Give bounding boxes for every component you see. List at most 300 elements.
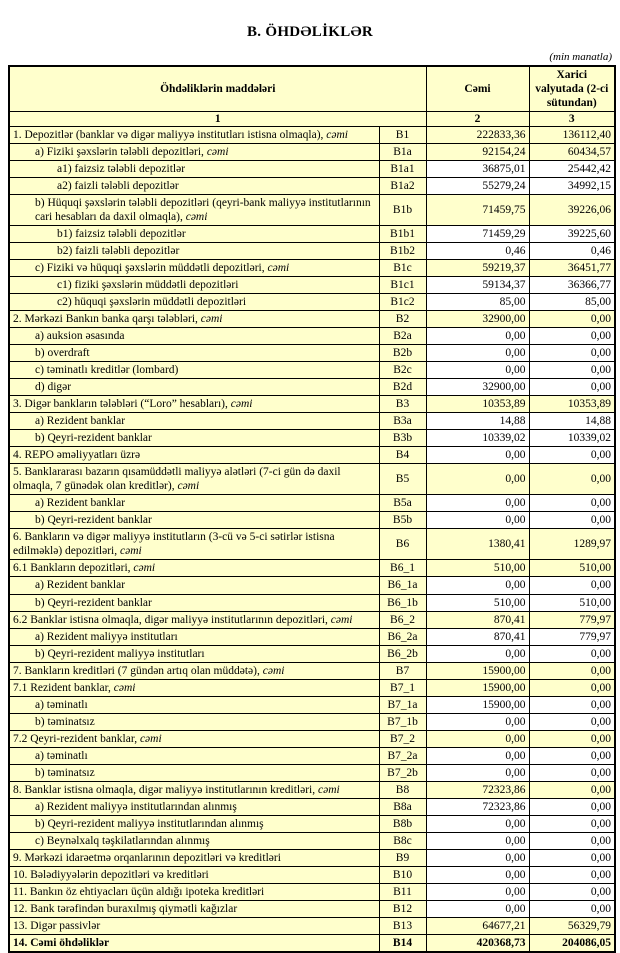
row-foreign-value-cell: 0,00 <box>529 798 615 815</box>
row-total-value-cell: 0,00 <box>426 832 529 849</box>
row-total-value-cell: 510,00 <box>426 560 529 577</box>
row-code-cell: B7_2a <box>379 747 426 764</box>
row-label-italic-suffix: cəmi <box>227 398 253 411</box>
row-foreign-value-cell: 0,00 <box>529 781 615 798</box>
page-title: B. ÖHDƏLİKLƏR <box>246 24 374 40</box>
table-row <box>9 529 615 560</box>
table-row <box>9 144 615 161</box>
row-code-cell: B1c1 <box>379 277 426 294</box>
table-row <box>9 328 615 345</box>
row-label-cell <box>9 713 379 730</box>
row-total-value-cell: 0,00 <box>426 577 529 594</box>
table-row <box>9 430 615 447</box>
row-label-italic-suffix: cəmi <box>182 211 208 224</box>
row-label-cell <box>9 917 379 934</box>
row-label: 10. Bələdiyyələrin depozitləri və kreditləri <box>13 868 209 881</box>
table-row <box>9 577 615 594</box>
row-label-cell <box>9 866 379 883</box>
row-total-value-cell: 0,00 <box>426 512 529 529</box>
row-label-cell <box>9 934 379 952</box>
row-foreign-value-cell: 0,00 <box>529 512 615 529</box>
row-total-value-cell: 15900,00 <box>426 662 529 679</box>
row-foreign-value-cell: 0,00 <box>529 900 615 917</box>
table-row <box>9 883 615 900</box>
row-label-cell <box>9 628 379 645</box>
row-foreign-value-cell: 0,00 <box>529 464 615 495</box>
row-code-cell: B6_2b <box>379 645 426 662</box>
row-label: b) Qeyri-rezident banklar <box>35 514 152 527</box>
table-row <box>9 127 615 144</box>
row-total-value-cell: 0,00 <box>426 866 529 883</box>
row-label: 5. Banklararası bazarın qısamüddətli maliyyə alətləri (7-ci gün də daxil olmaqla, 7 günədək olan kreditlər), <box>13 466 341 493</box>
row-label-cell <box>9 832 379 849</box>
row-code-cell: B4 <box>379 447 426 464</box>
column-number-1: 1 <box>9 112 426 127</box>
row-total-value-cell: 0,00 <box>426 900 529 917</box>
row-total-value-cell: 10339,02 <box>426 430 529 447</box>
table-header <box>9 66 615 127</box>
row-code-cell: B1a <box>379 144 426 161</box>
table-row <box>9 747 615 764</box>
row-total-value-cell: 0,00 <box>426 730 529 747</box>
table-row <box>9 611 615 628</box>
table-body <box>9 127 615 952</box>
table-row <box>9 662 615 679</box>
row-code-cell: B8 <box>379 781 426 798</box>
row-foreign-value-cell: 0,00 <box>529 577 615 594</box>
row-label: 6.2 Banklar istisna olmaqla, digər maliyyə institutlarının depozitləri, <box>13 613 328 626</box>
row-code-cell: B8c <box>379 832 426 849</box>
row-code-cell: B2b <box>379 345 426 362</box>
row-total-value-cell: 71459,75 <box>426 195 529 226</box>
row-label-cell <box>9 430 379 447</box>
row-foreign-value-cell: 0,00 <box>529 362 615 379</box>
row-code-cell: B1 <box>379 127 426 144</box>
row-total-value-cell: 420368,73 <box>426 934 529 952</box>
row-code-cell: B7_1 <box>379 679 426 696</box>
liabilities-table <box>8 65 616 953</box>
row-label-italic-suffix: cəmi <box>197 313 223 326</box>
row-foreign-value-cell: 60434,57 <box>529 144 615 161</box>
row-foreign-value-cell: 0,46 <box>529 243 615 260</box>
row-foreign-value-cell: 34992,15 <box>529 178 615 195</box>
row-total-value-cell: 0,00 <box>426 815 529 832</box>
row-foreign-value-cell: 0,00 <box>529 849 615 866</box>
row-total-value-cell: 10353,89 <box>426 396 529 413</box>
row-foreign-value-cell: 0,00 <box>529 764 615 781</box>
row-label: b) Qeyri-rezident banklar <box>35 432 152 445</box>
row-code-cell: B7_2b <box>379 764 426 781</box>
row-total-value-cell: 0,00 <box>426 328 529 345</box>
row-label: 12. Bank tərəfindən buraxılmış qiymətli kağızlar <box>13 902 238 915</box>
row-label: a) Rezident banklar <box>35 579 126 592</box>
row-label: b) Qeyri-rezident banklar <box>35 596 152 609</box>
row-label: 6. Bankların və digər maliyyə institutların (3-cü və 5-ci sətirlər istisna edilməklə) depozitləri, <box>13 531 335 558</box>
table-row <box>9 934 615 952</box>
row-label-cell <box>9 577 379 594</box>
row-code-cell: B2a <box>379 328 426 345</box>
row-label-cell <box>9 243 379 260</box>
row-code-cell: B8b <box>379 815 426 832</box>
row-total-value-cell: 222833,36 <box>426 127 529 144</box>
row-code-cell: B1a2 <box>379 178 426 195</box>
row-total-value-cell: 0,00 <box>426 883 529 900</box>
row-code-cell: B7 <box>379 662 426 679</box>
table-row <box>9 178 615 195</box>
row-foreign-value-cell: 136112,40 <box>529 127 615 144</box>
table-row <box>9 866 615 883</box>
table-row <box>9 311 615 328</box>
table-row <box>9 917 615 934</box>
row-label: a) Rezident maliyyə institutlarından alınmış <box>35 800 237 813</box>
row-label: a) Fiziki şəxslərin tələbli depozitləri, <box>35 146 204 159</box>
row-total-value-cell: 15900,00 <box>426 696 529 713</box>
row-foreign-value-cell: 0,00 <box>529 730 615 747</box>
row-foreign-value-cell: 779,97 <box>529 611 615 628</box>
row-foreign-value-cell: 36451,77 <box>529 260 615 277</box>
row-label-cell <box>9 560 379 577</box>
row-label-cell <box>9 277 379 294</box>
row-foreign-value-cell: 39226,06 <box>529 195 615 226</box>
row-foreign-value-cell: 0,00 <box>529 447 615 464</box>
row-code-cell: B3 <box>379 396 426 413</box>
row-total-value-cell: 0,00 <box>426 345 529 362</box>
row-code-cell: B3a <box>379 413 426 430</box>
row-label-cell <box>9 883 379 900</box>
row-foreign-value-cell: 10353,89 <box>529 396 615 413</box>
table-row <box>9 798 615 815</box>
row-code-cell: B2d <box>379 379 426 396</box>
row-total-value-cell: 870,41 <box>426 628 529 645</box>
row-label: a) Rezident banklar <box>35 415 126 428</box>
table-row <box>9 679 615 696</box>
row-code-cell: B5 <box>379 464 426 495</box>
document-page <box>0 24 620 949</box>
row-foreign-value-cell: 0,00 <box>529 662 615 679</box>
table-row <box>9 447 615 464</box>
row-total-value-cell: 870,41 <box>426 611 529 628</box>
row-foreign-value-cell: 0,00 <box>529 883 615 900</box>
row-total-value-cell: 55279,24 <box>426 178 529 195</box>
row-label-cell <box>9 294 379 311</box>
row-total-value-cell: 0,00 <box>426 447 529 464</box>
row-label-cell <box>9 781 379 798</box>
row-label-cell <box>9 396 379 413</box>
row-foreign-value-cell: 1289,97 <box>529 529 615 560</box>
row-foreign-value-cell: 25442,42 <box>529 161 615 178</box>
row-foreign-value-cell: 39225,60 <box>529 226 615 243</box>
row-label-italic-suffix: cəmi <box>203 146 229 159</box>
row-label: 9. Mərkəzi idarəetmə orqanlarının depozitləri və kreditləri <box>13 851 281 864</box>
row-label-italic-suffix: cəmi <box>259 664 285 677</box>
column-header-total: Cəmi <box>426 66 529 112</box>
row-label: 7.2 Qeyri-rezident banklar, <box>13 732 138 745</box>
row-label-cell <box>9 161 379 178</box>
row-label-italic-suffix: cəmi <box>137 732 162 745</box>
table-row <box>9 345 615 362</box>
table-row <box>9 594 615 611</box>
table-row <box>9 260 615 277</box>
row-total-value-cell: 0,00 <box>426 464 529 495</box>
row-label-cell <box>9 594 379 611</box>
row-label-italic-suffix: cəmi <box>117 545 142 558</box>
table-row <box>9 645 615 662</box>
row-total-value-cell: 72323,86 <box>426 781 529 798</box>
table-row <box>9 696 615 713</box>
row-label: a) təminatlı <box>35 698 88 711</box>
table-row <box>9 195 615 226</box>
row-label: 8. Banklar istisna olmaqla, digər maliyyə institutlarının kreditləri, <box>13 783 316 796</box>
row-label-italic-suffix: cəmi <box>323 129 349 142</box>
row-foreign-value-cell: 0,00 <box>529 379 615 396</box>
table-row <box>9 832 615 849</box>
row-code-cell: B2c <box>379 362 426 379</box>
row-label-cell <box>9 900 379 917</box>
row-total-value-cell: 32900,00 <box>426 311 529 328</box>
row-code-cell: B1c <box>379 260 426 277</box>
table-row <box>9 396 615 413</box>
row-foreign-value-cell: 56329,79 <box>529 917 615 934</box>
row-label-cell <box>9 662 379 679</box>
row-label: b) overdraft <box>35 347 90 360</box>
column-number-3: 3 <box>529 112 615 127</box>
row-label: b) təminatsız <box>35 715 95 728</box>
row-foreign-value-cell: 0,00 <box>529 345 615 362</box>
row-label-cell <box>9 362 379 379</box>
row-total-value-cell: 72323,86 <box>426 798 529 815</box>
row-code-cell: B1b <box>379 195 426 226</box>
row-label-cell <box>9 696 379 713</box>
table-row <box>9 764 615 781</box>
row-label: 7. Bankların kreditləri (7 gündən artıq olan müddətə), <box>13 664 260 677</box>
row-label: a) Rezident maliyyə institutları <box>35 630 178 643</box>
row-label-cell <box>9 144 379 161</box>
row-label: 2. Mərkəzi Bankın banka qarşı tələbləri, <box>13 313 198 326</box>
row-foreign-value-cell: 0,00 <box>529 713 615 730</box>
table-row <box>9 815 615 832</box>
row-label-cell <box>9 178 379 195</box>
row-foreign-value-cell: 0,00 <box>529 696 615 713</box>
table-row <box>9 495 615 512</box>
row-foreign-value-cell: 10339,02 <box>529 430 615 447</box>
row-code-cell: B7_1a <box>379 696 426 713</box>
row-total-value-cell: 85,00 <box>426 294 529 311</box>
row-label: a2) faizli tələbli depozitlər <box>57 180 179 193</box>
row-total-value-cell: 0,00 <box>426 747 529 764</box>
row-total-value-cell: 15900,00 <box>426 679 529 696</box>
row-label-cell <box>9 345 379 362</box>
row-label-italic-suffix: cəmi <box>110 681 136 694</box>
table-row <box>9 730 615 747</box>
row-total-value-cell: 59219,37 <box>426 260 529 277</box>
row-label-cell <box>9 645 379 662</box>
row-total-value-cell: 0,00 <box>426 645 529 662</box>
row-label-cell <box>9 679 379 696</box>
row-label-cell <box>9 226 379 243</box>
row-label-cell <box>9 815 379 832</box>
table-row <box>9 294 615 311</box>
row-label: c) təminatlı kreditlər (lombard) <box>35 364 179 377</box>
row-code-cell: B3b <box>379 430 426 447</box>
row-code-cell: B11 <box>379 883 426 900</box>
row-label-cell <box>9 195 379 226</box>
row-code-cell: B1b1 <box>379 226 426 243</box>
row-total-value-cell: 36875,01 <box>426 161 529 178</box>
table-row <box>9 464 615 495</box>
row-code-cell: B10 <box>379 866 426 883</box>
table-row <box>9 560 615 577</box>
row-label: c) Fiziki və hüquqi şəxslərin müddətli depozitləri, <box>35 262 265 275</box>
row-label: b) Hüquqi şəxslərin tələbli depozitləri (qeyri-bank maliyyə institutlarının cari hesabları da daxil olmaqla), <box>35 197 371 224</box>
table-row <box>9 900 615 917</box>
row-label: b) Qeyri-rezident maliyyə institutları <box>35 647 205 660</box>
row-total-value-cell: 0,46 <box>426 243 529 260</box>
row-label-cell <box>9 127 379 144</box>
row-label-italic-suffix: cəmi <box>315 783 340 796</box>
row-foreign-value-cell: 0,00 <box>529 645 615 662</box>
row-foreign-value-cell: 0,00 <box>529 815 615 832</box>
row-label-cell <box>9 730 379 747</box>
row-label-italic-suffix: cəmi <box>327 613 353 626</box>
row-label-cell <box>9 311 379 328</box>
row-label: 3. Digər bankların tələbləri (“Loro” hesabları), <box>13 398 228 411</box>
row-label-italic-suffix: cəmi <box>264 262 290 275</box>
row-label-cell <box>9 328 379 345</box>
row-label-cell <box>9 747 379 764</box>
row-label-cell <box>9 512 379 529</box>
row-code-cell: B5b <box>379 512 426 529</box>
row-label: 6.1 Bankların depozitləri, <box>13 562 131 575</box>
row-label-cell <box>9 447 379 464</box>
table-row <box>9 413 615 430</box>
row-label-cell <box>9 464 379 495</box>
column-header-items: Öhdəliklərin maddələri <box>9 66 426 112</box>
row-label-cell <box>9 495 379 512</box>
table-row <box>9 379 615 396</box>
row-label: b2) faizli tələbli depozitlər <box>57 245 180 258</box>
row-label: d) digər <box>35 381 72 394</box>
row-label: a) təminatlı <box>35 749 88 762</box>
row-foreign-value-cell: 36366,77 <box>529 277 615 294</box>
row-foreign-value-cell: 510,00 <box>529 594 615 611</box>
table-row <box>9 226 615 243</box>
row-label-cell <box>9 379 379 396</box>
row-code-cell: B5a <box>379 495 426 512</box>
row-total-value-cell: 71459,29 <box>426 226 529 243</box>
row-foreign-value-cell: 0,00 <box>529 747 615 764</box>
row-code-cell: B2 <box>379 311 426 328</box>
row-label: 1. Depozitlər (banklar və digər maliyyə institutları istisna olmaqla), <box>13 129 324 142</box>
row-foreign-value-cell: 204086,05 <box>529 934 615 952</box>
column-number-2: 2 <box>426 112 529 127</box>
row-total-value-cell: 32900,00 <box>426 379 529 396</box>
row-label-cell <box>9 611 379 628</box>
row-label: a1) faizsiz tələbli depozitlər <box>57 163 186 176</box>
row-foreign-value-cell: 510,00 <box>529 560 615 577</box>
row-code-cell: B12 <box>379 900 426 917</box>
row-total-value-cell: 59134,37 <box>426 277 529 294</box>
row-foreign-value-cell: 0,00 <box>529 328 615 345</box>
table-row <box>9 512 615 529</box>
row-total-value-cell: 0,00 <box>426 849 529 866</box>
row-foreign-value-cell: 0,00 <box>529 866 615 883</box>
row-code-cell: B6_2a <box>379 628 426 645</box>
row-total-value-cell: 64677,21 <box>426 917 529 934</box>
column-header-foreign: Xarici valyutada (2-ci sütundan) <box>529 66 615 112</box>
table-row <box>9 243 615 260</box>
row-label-italic-suffix: cəmi <box>130 562 156 575</box>
table-row <box>9 628 615 645</box>
row-code-cell: B14 <box>379 934 426 952</box>
row-label-cell <box>9 849 379 866</box>
row-total-value-cell: 510,00 <box>426 594 529 611</box>
row-label: 7.1 Rezident banklar, <box>13 681 111 694</box>
row-label: c) Beynəlxalq təşkilatlarından alınmış <box>35 834 210 847</box>
row-code-cell: B1b2 <box>379 243 426 260</box>
row-label-italic-suffix: cəmi <box>174 480 200 493</box>
table-row <box>9 713 615 730</box>
row-total-value-cell: 0,00 <box>426 713 529 730</box>
row-total-value-cell: 92154,24 <box>426 144 529 161</box>
row-label-cell <box>9 798 379 815</box>
table-row <box>9 781 615 798</box>
table-row <box>9 362 615 379</box>
row-label: c1) fiziki şəxslərin müddətli depozitləri <box>57 279 239 292</box>
row-label: c2) hüquqi şəxslərin müddətli depozitləri <box>57 296 247 309</box>
row-label: b) Qeyri-rezident maliyyə institutlarından alınmış <box>35 817 264 830</box>
row-foreign-value-cell: 85,00 <box>529 294 615 311</box>
row-code-cell: B1a1 <box>379 161 426 178</box>
header-row-numbers <box>9 112 615 127</box>
row-code-cell: B6_1a <box>379 577 426 594</box>
row-foreign-value-cell: 0,00 <box>529 311 615 328</box>
row-total-value-cell: 14,88 <box>426 413 529 430</box>
row-label: b) təminatsız <box>35 766 95 779</box>
row-foreign-value-cell: 0,00 <box>529 679 615 696</box>
row-total-value-cell: 0,00 <box>426 764 529 781</box>
row-label-cell <box>9 413 379 430</box>
row-foreign-value-cell: 779,97 <box>529 628 615 645</box>
row-code-cell: B1c2 <box>379 294 426 311</box>
row-code-cell: B6_2 <box>379 611 426 628</box>
row-code-cell: B9 <box>379 849 426 866</box>
header-row-labels <box>9 66 615 112</box>
row-label: 11. Bankın öz ehtiyacları üçün aldığı ipoteka kreditləri <box>13 885 265 898</box>
row-foreign-value-cell: 0,00 <box>529 495 615 512</box>
table-row <box>9 277 615 294</box>
row-total-value-cell: 0,00 <box>426 362 529 379</box>
row-label: b1) faizsiz tələbli depozitlər <box>57 228 186 241</box>
table-row <box>9 849 615 866</box>
row-total-value-cell: 0,00 <box>426 495 529 512</box>
table-row <box>9 161 615 178</box>
row-code-cell: B6_1b <box>379 594 426 611</box>
row-foreign-value-cell: 0,00 <box>529 832 615 849</box>
row-foreign-value-cell: 14,88 <box>529 413 615 430</box>
row-code-cell: B7_1b <box>379 713 426 730</box>
row-code-cell: B8a <box>379 798 426 815</box>
row-code-cell: B6 <box>379 529 426 560</box>
row-code-cell: B6_1 <box>379 560 426 577</box>
row-label-cell <box>9 260 379 277</box>
unit-note: (min manatla) <box>549 51 612 63</box>
row-label-cell <box>9 529 379 560</box>
row-label-cell <box>9 764 379 781</box>
row-label: 4. REPO əməliyyatları üzrə <box>13 449 141 462</box>
row-label: a) Rezident banklar <box>35 497 126 510</box>
row-code-cell: B7_2 <box>379 730 426 747</box>
row-code-cell: B13 <box>379 917 426 934</box>
